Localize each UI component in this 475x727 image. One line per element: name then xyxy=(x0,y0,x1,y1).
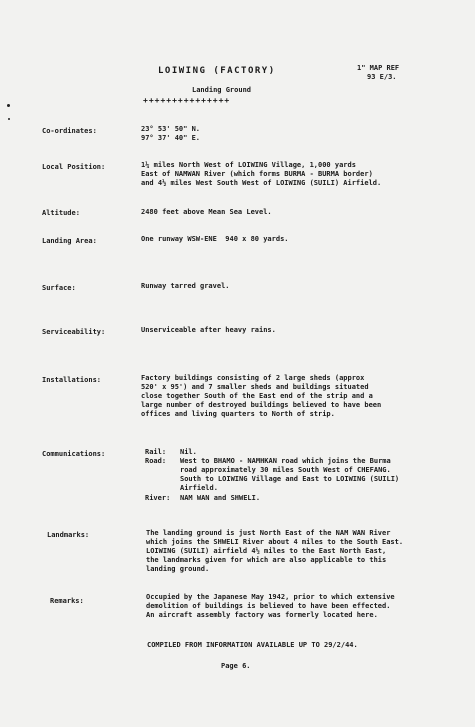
page-number: Page 6. xyxy=(221,662,251,670)
comm-rail-label: Rail: xyxy=(145,448,167,456)
field-label-altitude: Altitude: xyxy=(42,209,80,217)
field-value-remarks: Occupied by the Japanese May 1942, prior to which extensive demolition of buildings is believed to have been effected. An aircraft assembly factory was formerly located here. xyxy=(146,593,395,619)
comm-road-label: Road: xyxy=(145,457,167,465)
field-label-landmarks: Landmarks: xyxy=(47,531,90,539)
field-label-landing-area: Landing Area: xyxy=(42,237,97,245)
field-label-local-position: Local Position: xyxy=(42,163,106,171)
field-value-surface: Runway tarred gravel. xyxy=(141,282,230,290)
field-label-serviceability: Serviceability: xyxy=(42,328,106,336)
field-label-coordinates: Co-ordinates: xyxy=(42,127,97,135)
field-value-serviceability: Unserviceable after heavy rains. xyxy=(141,326,276,334)
field-value-local-position: 1¼ miles North West of LOIWING Village, 1,000 yards East of NAMWAN River (which forms BURMA - BURMA border) and 4½ miles West South West of LOIWING (SUILI) Airfield. xyxy=(141,161,382,187)
field-label-remarks: Remarks: xyxy=(50,597,84,605)
map-ref-line1: 1" MAP REF xyxy=(357,64,400,72)
field-value-coordinates: 23° 53' 50" N. 97° 37' 40" E. xyxy=(141,125,201,142)
punch-mark xyxy=(8,118,10,120)
field-label-communications: Communications: xyxy=(42,450,106,458)
field-label-installations: Installations: xyxy=(42,376,102,384)
field-value-installations: Factory buildings consisting of 2 large sheds (approx 520' x 95') and 7 smaller sheds and buildings situated close together South of the East end of the strip and a large number of destroyed buildings believed to have been offices and living quarters to North of strip. xyxy=(141,374,382,418)
field-value-landing-area: One runway WSW-ENE 940 x 80 yards. xyxy=(141,235,289,243)
document-subtitle: Landing Ground xyxy=(192,86,252,94)
separator-stars: +++++++++++++++ xyxy=(143,96,231,105)
map-reference xyxy=(357,64,399,82)
comm-road-value: West to BHAMO - NAMHKAN road which joins the Burma road approximately 30 miles South West of CHEFANG. South to LOIWING Village and East to LOIWING (SUILI) Airfield. xyxy=(180,457,400,492)
map-ref-line2: 93 E/3. xyxy=(367,73,397,81)
field-label-surface: Surface: xyxy=(42,284,76,292)
comm-river-label: River: xyxy=(145,494,171,502)
compiled-note: COMPILED FROM INFORMATION AVAILABLE UP TO 29/2/44. xyxy=(147,641,358,649)
comm-rail-value: Nil. xyxy=(180,448,197,456)
field-value-altitude: 2480 feet above Mean Sea Level. xyxy=(141,208,272,216)
field-value-landmarks: The landing ground is just North East of the NAM WAN River which joins the SHWELI River about 4 miles to the South East. LOIWING (SUILI) airfield 4½ miles to the East North East, the landmarks given for which are also applicable to this landing ground. xyxy=(146,529,404,573)
document-title: LOIWING (FACTORY) xyxy=(158,66,276,76)
punch-mark xyxy=(7,104,10,107)
comm-river-value: NAM WAN and SHWELI. xyxy=(180,494,261,502)
